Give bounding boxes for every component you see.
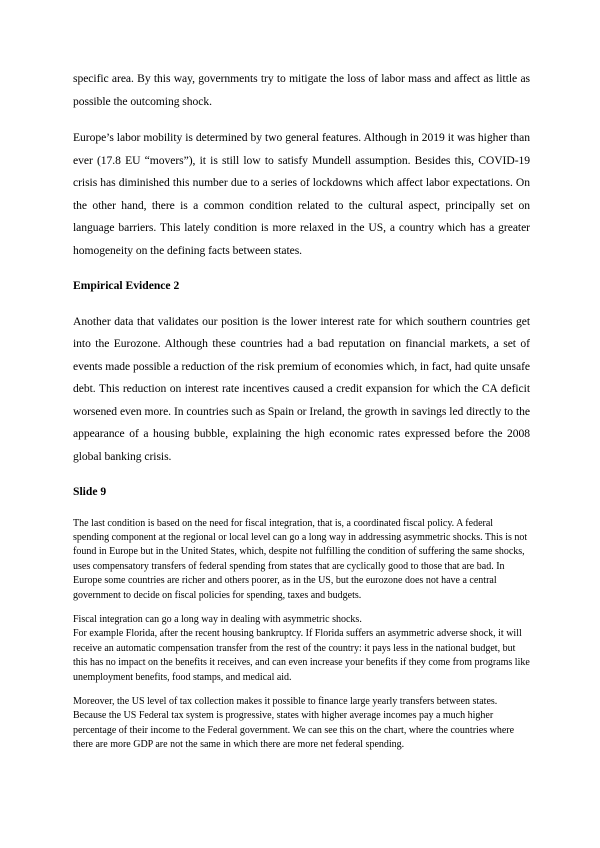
florida-example-paragraph: For example Florida, after the recent housing bankruptcy. If Florida suffers an asymmetric adverse shock, it will receive an automatic compensation transfer from the rest of the country: it pays less in the national budget, but this has no impact on the benefits it receives, and can even increase your benefits if they come from programs like unemployment benefits, food stamps, and medical aid. [73,628,530,683]
top-paragraph: specific area. By this way, governments try to mitigate the loss of labor mass and affect as little as possible the outcoming shock. [73,72,530,108]
fiscal-integration-paragraph: The last condition is based on the need for fiscal integration, that is, a coordinated fiscal policy. A federal spending component at the regional or local level can go a long way in addressing asymmetric shocks. This is not found in Europe but in the United States, which, despite not fulfilling the condition of suffering the same shocks, uses compensatory transfers of federal spending from states that are cyclically good to those that are bad. In Europe some countries are richer and others poorer, as in the US, but the eurozone does not have a central government to decide on fiscal policies for spending, taxes and budgets. [73,517,528,601]
empirical-evidence-paragraph: Another data that validates our position is the lower interest rate for which southern countries get into the Eurozone. Although these countries had a bad reputation on financial markets, a set of events made possible a reduction of the risk premium of economies which, in fact, had quite unsafe debt. This reduction on interest rate incentives caused a credit expansion for which the CA deficit worsened even more. In countries such as Spain or Ireland, the growth in savings led directly to the appearance of a housing bubble, explaining the high economic rates expressed before the 2008 global banking crisis. [73,314,530,463]
fiscal-shocks-line: Fiscal integration can go a long way in dealing with asymmetric shocks. [73,613,362,625]
tax-collection-paragraph: Moreover, the US level of tax collection makes it possible to finance large yearly transfers between states. Because the US Federal tax system is progressive, states with higher average incomes pay a much higher percentage of their income to the Federal government. We can see this on the chart, where the countries where there are more GDP are not the same in which there are more net federal spending. [73,695,515,751]
labor-mobility-paragraph: Europe’s labor mobility is determined by two general features. Although in 2019 it was higher than ever (17.8 EU “movers”), it is still low to satisfy Mundell assumption. Besides this, COVID-19 crisis has diminished this number due to a series of lockdowns which affect labor expectations. On the other hand, there is a common condition related to the cultural aspect, principally set on language barriers. This lately condition is more relaxed in the US, a country which has a greater homogeneity on the defining facts between states. [73,131,530,257]
document-page [73,68,530,753]
slide-heading: Slide 9 [73,485,107,498]
empirical-evidence-heading: Empirical Evidence 2 [73,279,180,292]
